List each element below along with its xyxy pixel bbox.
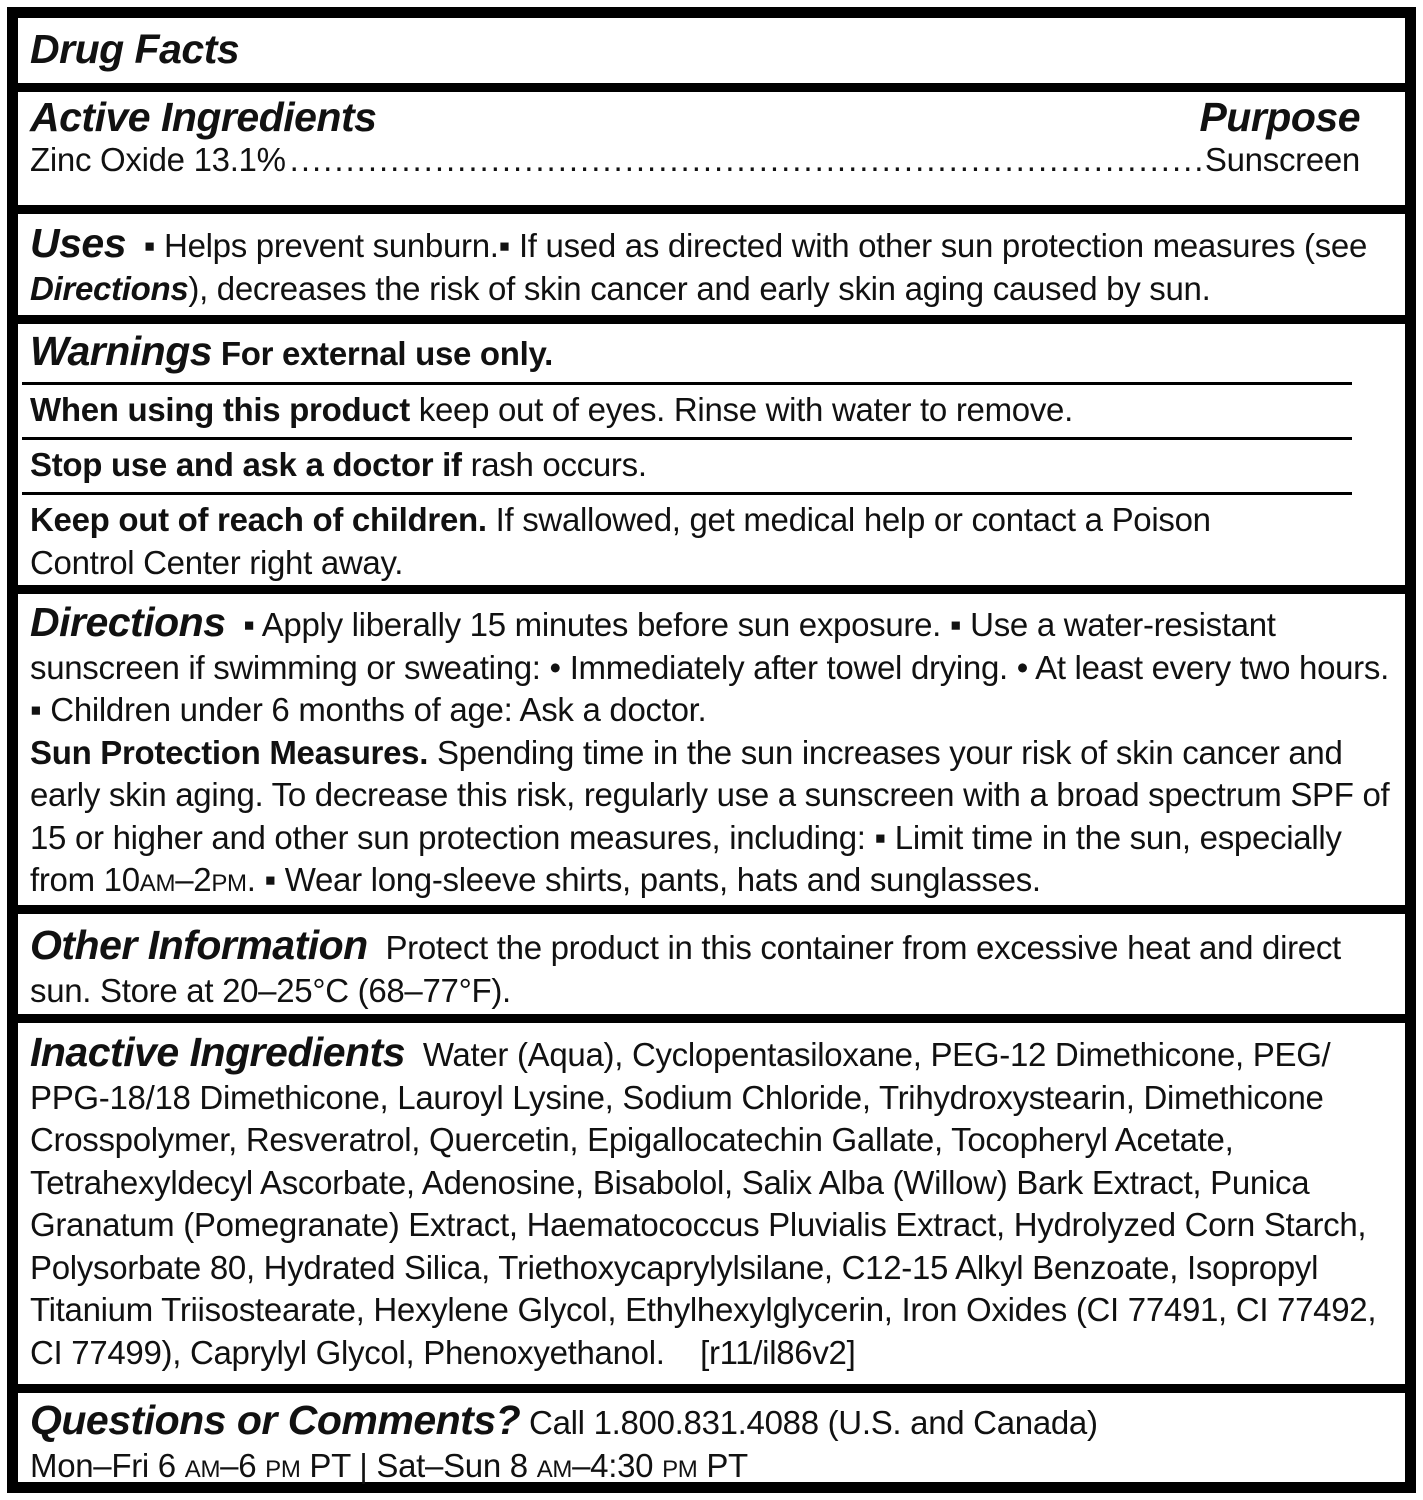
wear-text: Wear long-sleeve shirts, pants, hats and sunglasses. (284, 861, 1041, 898)
uses-directions-ref: Directions (30, 269, 189, 307)
stop-use-label: Stop use and ask a doctor if (30, 446, 462, 483)
questions-section (18, 1399, 1405, 1491)
keep-out-section (18, 499, 1405, 584)
warnings-section (18, 330, 1405, 376)
directions-bullet-2: Use a water-resistant sunscreen if swimming or sweating: (30, 606, 1276, 686)
directions-sub-2: At least every two hours. (1035, 648, 1389, 686)
uses-heading: Uses (30, 220, 127, 266)
when-using-section (18, 389, 1405, 432)
when-using-text: keep out of eyes. Rinse with water to remove. (418, 391, 1073, 428)
warnings-heading: Warnings (30, 328, 213, 374)
questions-heading: Questions or Comments? (30, 1397, 521, 1443)
inactive-ingredients-text: Water (Aqua), Cyclopentasiloxane, PEG-12 Dimethicone, PEG/ PPG-18/18 Dimethicone, Lauroyl Lysine, Sodium Chloride, Trihydroxystearin, Dimethicone Crosspolymer, Resveratrol, Quercetin, Epigallocatechin Gallate, Tocopheryl Acetate, Tetrahexyldecyl Ascorbate, Adenosine, Bisabolol, Salix Alba (Willow) Bark Extract, Punica Granatum (Pomegranate) Extract, Haematococcus Pluvialis Extract, Hydrolyzed Corn Starch, Polysorbate 80, Hydrated Silica, Triethoxycaprylylsilane, C12-15 Alkyl Benzoate, Isopropyl Titanium Triisostearate, Hexylene Glycol, Ethylhexylglycerin, Iron Oxides (CI 77491, CI 77492, CI 77499), Caprylyl Glycol, Phenoxyethanol. (30, 1036, 1377, 1371)
drug-facts-label (7, 7, 1416, 1493)
divider-thin (22, 382, 1352, 385)
stop-use-text: rash occurs. (470, 446, 647, 483)
bullet-icon: ▪ (243, 606, 255, 643)
bullet-icon: ▪ (498, 227, 511, 264)
divider-thick (18, 585, 1405, 594)
keep-out-label: Keep out of reach of children. (30, 501, 487, 538)
questions-hours: Mon–Fri 6 AM–6 PM PT | Sat–Sun 8 AM–4:30 PM PT (30, 1446, 748, 1484)
dot-icon: • (1016, 648, 1029, 686)
inactive-ingredients-heading: Inactive Ingredients (30, 1029, 406, 1075)
uses-bullet-1: Helps prevent sunburn. (164, 227, 499, 264)
warnings-lead: For external use only. (220, 335, 553, 372)
uses-bullet-2-pre: If used as directed with other sun protection measures (see (518, 227, 1368, 264)
sun-protection-label: Sun Protection Measures. (30, 733, 429, 771)
divider-thick (18, 315, 1405, 324)
stop-use-section (18, 444, 1405, 487)
active-purpose: Sunscreen (1204, 141, 1360, 178)
other-information-text: Protect the product in this container from excessive heat and direct sun. Store at 20–25°C (68–77°F). (30, 929, 1341, 1009)
other-information-heading: Other Information (30, 922, 368, 968)
bullet-icon: ▪ (143, 227, 156, 264)
leader-dots (290, 139, 1201, 182)
divider-thick (18, 905, 1405, 914)
divider-thin (22, 492, 1352, 495)
divider-thick (18, 1014, 1405, 1023)
divider-thick (18, 1384, 1405, 1393)
active-ingredients-section (18, 94, 1405, 182)
bullet-icon: ▪ (264, 861, 276, 898)
directions-section (18, 601, 1405, 906)
active-ingredient: Zinc Oxide 13.1% (30, 141, 286, 178)
bullet-icon: ▪ (949, 606, 962, 643)
title-section (18, 26, 1405, 73)
inactive-code: [r11/il86v2] (700, 1333, 856, 1371)
bullet-icon: ▪ (30, 691, 42, 728)
directions-heading: Directions (30, 599, 226, 645)
divider-thin (22, 437, 1352, 440)
inactive-ingredients-section (18, 1031, 1405, 1374)
purpose-heading: Purpose (1199, 94, 1360, 140)
bullet-icon: ▪ (874, 818, 886, 856)
limit-time-text: Limit time in the sun, especially from 10AM–2PM. (30, 818, 1342, 898)
keep-out-text: If swallowed, get medical help or contact a Poison Control Center right away. (30, 501, 1211, 581)
other-information-section (18, 924, 1405, 1012)
sun-protection-text: Spending time in the sun increases your risk of skin cancer and early skin aging. To decrease this risk, regularly use a sunscreen with a broad spectrum SPF of 15 or higher and other sun protection measures, including: (30, 733, 1390, 856)
active-ingredients-heading: Active Ingredients (30, 94, 377, 140)
dot-icon: • (549, 648, 561, 686)
questions-phone: Call 1.800.831.4088 (U.S. and Canada) (529, 1404, 1098, 1441)
divider-thick (18, 205, 1405, 214)
directions-bullet-3: Children under 6 months of age: Ask a doctor. (50, 691, 707, 728)
uses-section (18, 222, 1405, 310)
uses-bullet-2-post: ), decreases the risk of skin cancer and early skin aging caused by sun. (188, 269, 1211, 307)
page-title: Drug Facts (30, 26, 240, 72)
when-using-label: When using this product (30, 391, 410, 428)
directions-bullet-1: Apply liberally 15 minutes before sun exposure. (261, 606, 942, 643)
divider-thick (18, 83, 1405, 92)
directions-sub-1: Immediately after towel drying. (569, 648, 1008, 686)
